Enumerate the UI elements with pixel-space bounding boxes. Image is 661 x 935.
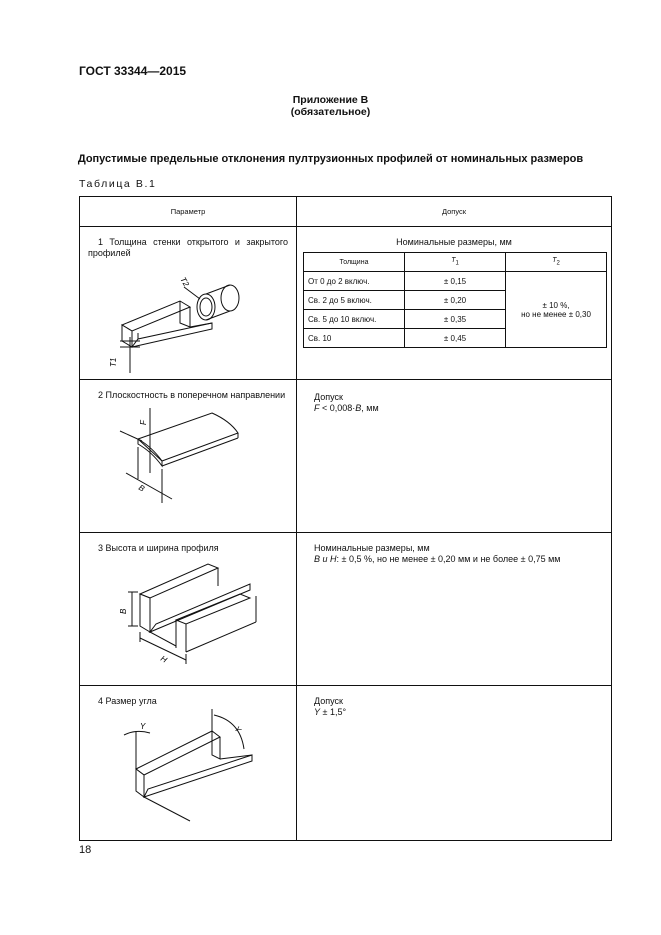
y-left-label: Y <box>140 722 146 731</box>
b-label: B <box>137 482 147 494</box>
tolerance-cell <box>297 533 612 686</box>
parameter-text: 4 Размер угла <box>98 696 157 706</box>
table-row <box>80 533 612 686</box>
table-row <box>80 686 612 841</box>
flatness-figure <box>80 403 295 513</box>
column-header-tolerance: Допуск <box>297 197 612 227</box>
t1-value: ± 0,15 <box>405 272 506 291</box>
b-label: B <box>119 608 128 614</box>
table-row <box>80 380 612 533</box>
t2-value: ± 10 %, но не менее ± 0,30 <box>506 272 607 348</box>
document-code: ГОСТ 33344—2015 <box>79 64 187 78</box>
t2-label: T2 <box>178 275 191 289</box>
range-cell: От 0 до 2 включ. <box>304 272 405 291</box>
table-caption: Таблица В.1 <box>79 178 157 190</box>
subheader-t1: $T_1$ <box>405 253 506 272</box>
angle-figure <box>80 709 295 829</box>
range-cell: Св. 2 до 5 включ. <box>304 291 405 310</box>
parameter-cell <box>80 533 297 686</box>
t1-value: ± 0,20 <box>405 291 506 310</box>
t1-value: ± 0,45 <box>405 329 506 348</box>
column-header-parameter: Параметр <box>80 197 297 227</box>
range-cell: Св. 5 до 10 включ. <box>304 310 405 329</box>
parameter-text: 3 Высота и ширина профиля <box>98 543 219 553</box>
tolerance-table <box>79 196 612 841</box>
tolerance-text: Допуск Y ± 1,5° <box>314 696 347 717</box>
h-label: H <box>159 653 169 665</box>
subheader-t2: $T_2$ <box>506 253 607 272</box>
parameter-cell <box>80 227 297 380</box>
page-number: 18 <box>79 844 92 856</box>
parameter-text: 2 Плоскостность в поперечном направлении <box>98 390 286 400</box>
tolerance-cell <box>297 227 612 380</box>
tolerance-cell <box>297 380 612 533</box>
range-cell: Св. 10 <box>304 329 405 348</box>
t1-label: T1 <box>109 357 118 367</box>
appendix-title: Приложение В <box>292 94 369 106</box>
tolerance-cell <box>297 686 612 841</box>
thickness-subtable <box>303 252 607 348</box>
parameter-text: 1 Толщина стенки открытого и закрытого профилей <box>88 237 288 258</box>
tolerance-text: Номинальные размеры, мм B и H: ± 0,5 %, но не менее ± 0,20 мм и не более ± 0,75 мм <box>314 543 561 564</box>
table-row <box>80 227 612 380</box>
parameter-cell <box>80 380 297 533</box>
parameter-cell <box>80 686 297 841</box>
nominal-sizes-title: Номинальные размеры, мм <box>396 237 512 247</box>
tolerance-text: Допуск F < 0,008·B, мм <box>314 392 379 413</box>
appendix-status: (обязательное) <box>290 106 371 118</box>
subheader-thickness: Толщина <box>304 253 405 272</box>
wall-thickness-figure <box>80 261 295 379</box>
f-label: F <box>139 420 148 425</box>
y-right-label: Y <box>232 724 243 735</box>
t1-value: ± 0,35 <box>405 310 506 329</box>
section-title: Допустимые предельные отклонения пултрузионных профилей от номинальных размеров <box>77 153 584 165</box>
channel-figure <box>80 556 295 676</box>
